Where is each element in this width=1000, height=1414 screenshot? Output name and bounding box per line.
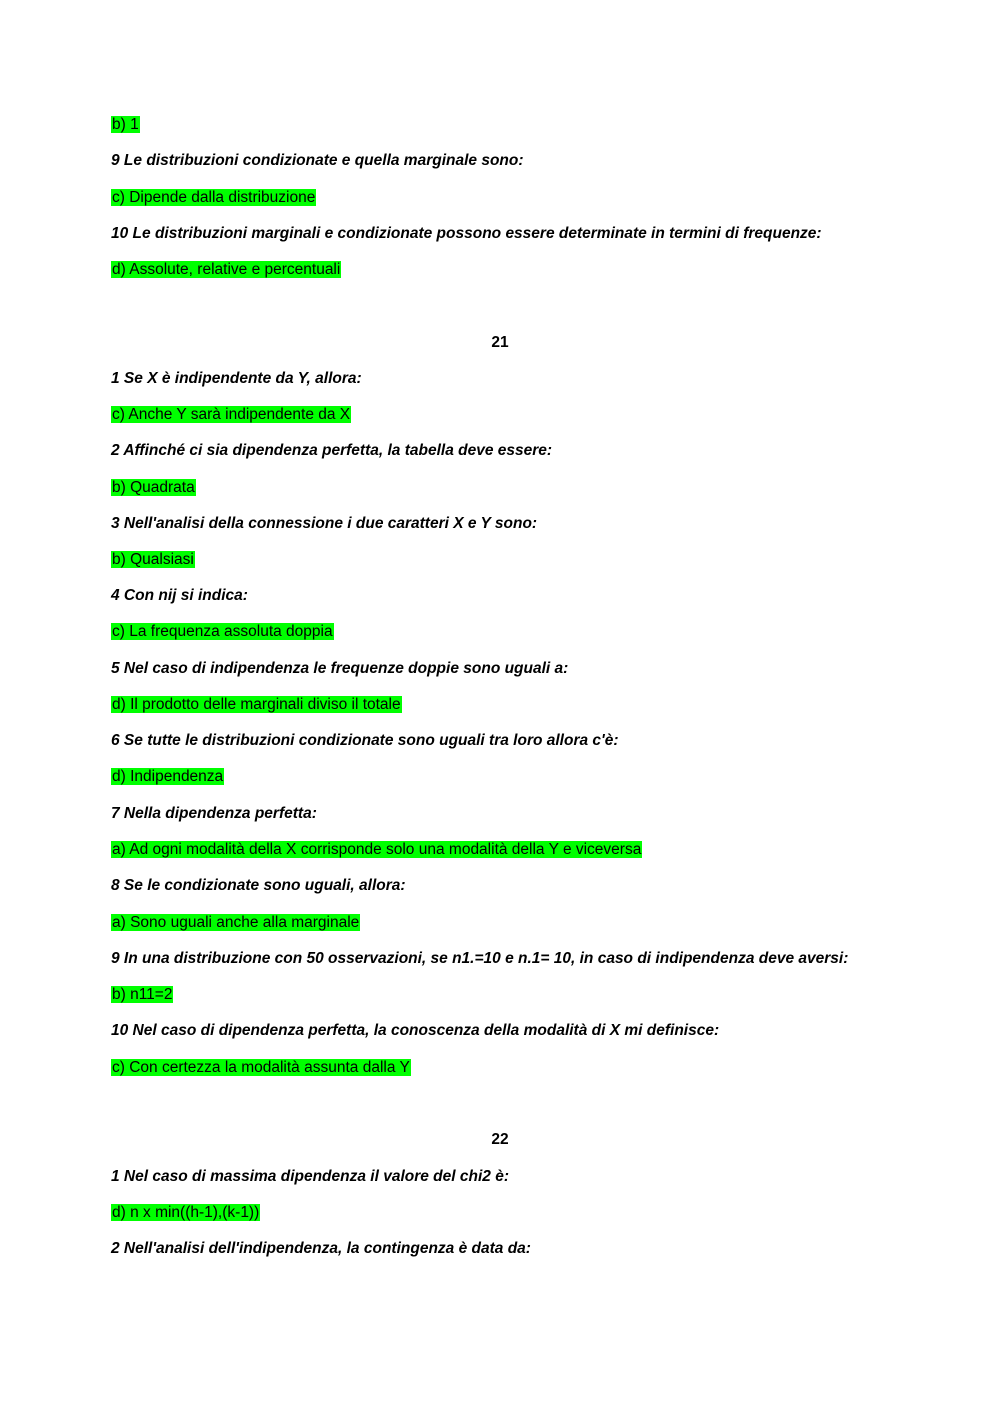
section-number: 21 (491, 334, 509, 351)
answer-line (111, 912, 360, 934)
answer-highlight: c) La frequenza assoluta doppia (112, 623, 333, 640)
answer-line (111, 694, 402, 716)
question-line: 5 Nel caso di indipendenza le frequenze doppie sono uguali a: (111, 660, 569, 677)
question-line: 2 Affinché ci sia dipendenza perfetta, la tabella deve essere: (111, 442, 553, 459)
question-line: 9 Le distribuzioni condizionate e quella marginale sono: (111, 152, 524, 169)
section-number: 22 (491, 1131, 509, 1148)
answer-highlight: a) Sono uguali anche alla marginale (112, 914, 360, 931)
answer-highlight: d) n x min((h-1),(k-1)) (112, 1204, 260, 1221)
question-line: 8 Se le condizionate sono uguali, allora: (111, 877, 406, 894)
answer-line (111, 1202, 260, 1224)
answer-highlight: d) Il prodotto delle marginali diviso il totale (112, 696, 401, 713)
answer-line (111, 187, 316, 209)
question-line: 10 Le distribuzioni marginali e condizionate possono essere determinate in termini di frequenze: (111, 225, 822, 242)
answer-highlight: b) n11=2 (112, 986, 173, 1003)
question-line: 1 Nel caso di massima dipendenza il valore del chi2 è: (111, 1168, 509, 1185)
answer-highlight: c) Anche Y sarà indipendente da X (112, 406, 351, 423)
question-line: 2 Nell'analisi dell'indipendenza, la contingenza è data da: (111, 1240, 531, 1257)
answer-highlight: c) Con certezza la modalità assunta dalla Y (112, 1059, 410, 1076)
question-line: 9 In una distribuzione con 50 osservazioni, se n1.=10 e n.1= 10, in caso di indipendenza deve aversi: (111, 950, 849, 967)
question-line: 4 Con nij si indica: (111, 587, 248, 604)
question-line: 6 Se tutte le distribuzioni condizionate sono uguali tra loro allora c'è: (111, 732, 619, 749)
answer-line (111, 114, 140, 136)
answer-highlight: a) Ad ogni modalità della X corrisponde solo una modalità della Y e viceversa (112, 841, 642, 858)
question-line: 7 Nella dipendenza perfetta: (111, 805, 317, 822)
answer-highlight: d) Assolute, relative e percentuali (112, 261, 341, 278)
answer-line (111, 259, 341, 281)
answer-highlight: b) 1 (112, 116, 139, 133)
answer-line (111, 984, 173, 1006)
answer-highlight: d) Indipendenza (112, 768, 224, 785)
answer-line (111, 404, 351, 426)
question-line: 3 Nell'analisi della connessione i due caratteri X e Y sono: (111, 515, 538, 532)
question-line: 1 Se X è indipendente da Y, allora: (111, 370, 362, 387)
answer-line (111, 839, 642, 861)
answer-line (111, 766, 224, 788)
answer-highlight: c) Dipende dalla distribuzione (112, 189, 316, 206)
answer-line (111, 1057, 411, 1079)
answer-highlight: b) Quadrata (112, 479, 195, 496)
answer-line (111, 549, 195, 571)
answer-line (111, 621, 334, 643)
answer-line (111, 477, 196, 499)
question-line: 10 Nel caso di dipendenza perfetta, la conoscenza della modalità di X mi definisce: (111, 1022, 720, 1039)
answer-highlight: b) Qualsiasi (112, 551, 194, 568)
